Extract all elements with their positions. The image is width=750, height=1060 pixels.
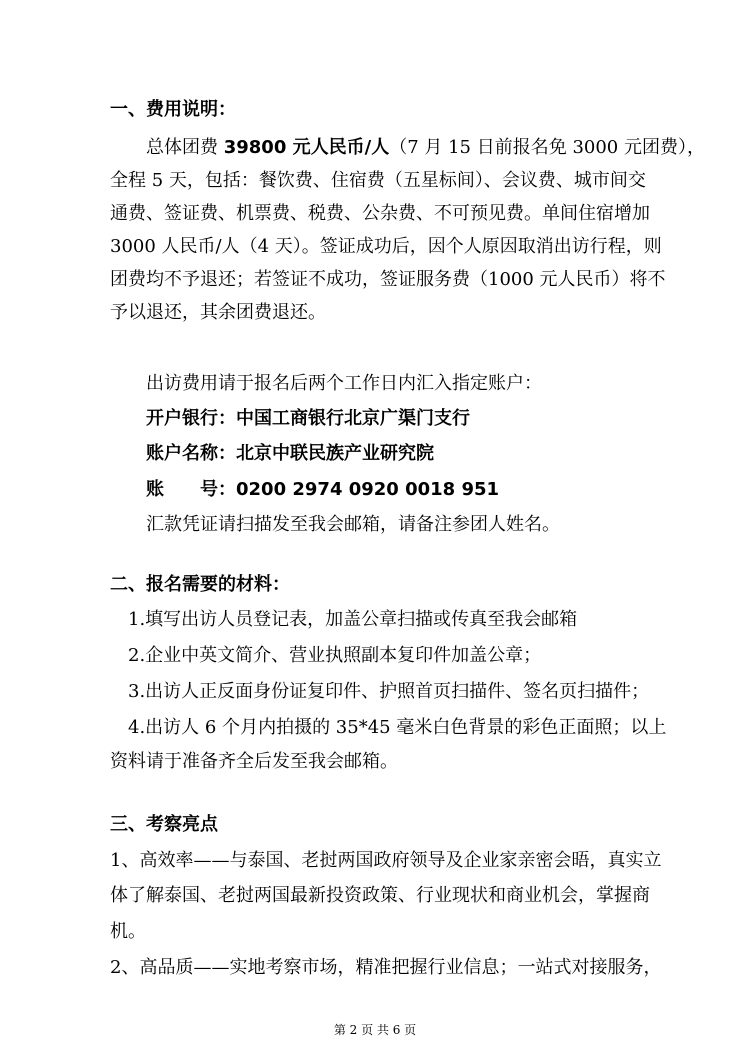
transfer-intro: 出访费用请于报名后两个工作日内汇入指定账户： bbox=[146, 373, 542, 394]
account-name-line bbox=[146, 442, 434, 466]
highlight-line-4: 2、高品质——实地考察市场，精准把握行业信息；一站式对接服务， bbox=[110, 957, 662, 978]
highlight-line-3: 机。 bbox=[110, 921, 146, 942]
fee-paragraph-line-6: 予以退还，其余团费退还。 bbox=[110, 302, 326, 323]
transfer-note: 汇款凭证请扫描发至我会邮箱，请备注参团人姓名。 bbox=[146, 514, 560, 535]
account-number-value: 0200 2974 0920 0018 951 bbox=[236, 479, 500, 500]
account-number-label: 账 号： bbox=[146, 479, 236, 500]
bank-label: 开户银行： bbox=[146, 408, 236, 429]
section-2-heading: 二、报名需要的材料： bbox=[110, 574, 290, 595]
fee-paragraph-line-1 bbox=[146, 136, 705, 160]
fee-paragraph-line-4: 3000 人民币/人（4 天）。签证成功后，因个人原因取消出访行程，则 bbox=[110, 236, 662, 257]
highlight-line-2: 体了解泰国、老挝两国最新投资政策、行业现状和商业机会，掌握商 bbox=[110, 885, 650, 906]
account-name-value: 北京中联民族产业研究院 bbox=[236, 443, 434, 464]
materials-item-1: 1.填写出访人员登记表，加盖公章扫描或传真至我会邮箱 bbox=[128, 609, 578, 630]
fee-paragraph-line-5: 团费均不予退还；若签证不成功，签证服务费（1000 元人民币）将不 bbox=[110, 269, 666, 290]
fee-amount: 39800 元人民币/人 bbox=[223, 137, 390, 158]
materials-item-4-cont: 资料请于准备齐全后发至我会邮箱。 bbox=[110, 751, 398, 772]
materials-item-2: 2.企业中英文简介、营业执照副本复印件加盖公章； bbox=[128, 645, 542, 666]
page-footer: 第 2 页 共 6 页 bbox=[333, 1023, 417, 1037]
fee-prefix: 总体团费 bbox=[146, 137, 224, 158]
bank-line bbox=[146, 407, 470, 431]
fee-suffix: （7 月 15 日前报名免 3000 元团费）， bbox=[389, 137, 705, 158]
materials-item-3: 3.出访人正反面身份证复印件、护照首页扫描件、签名页扫描件； bbox=[128, 681, 650, 702]
highlight-line-1: 1、高效率——与泰国、老挝两国政府领导及企业家亲密会晤，真实立 bbox=[110, 850, 662, 871]
account-number-line bbox=[146, 478, 499, 502]
account-name-label: 账户名称： bbox=[146, 443, 236, 464]
bank-value: 中国工商银行北京广渠门支行 bbox=[236, 408, 470, 429]
section-1-heading: 一、费用说明： bbox=[110, 99, 236, 120]
section-3-heading: 三、考察亮点 bbox=[110, 814, 218, 835]
fee-paragraph-line-2: 全程 5 天，包括：餐饮费、住宿费（五星标间）、会议费、城市间交 bbox=[110, 170, 646, 191]
materials-item-4: 4.出访人 6 个月内拍摄的 35*45 毫米白色背景的彩色正面照；以上 bbox=[128, 717, 667, 738]
fee-paragraph-line-3: 通费、签证费、机票费、税费、公杂费、不可预见费。单间住宿增加 bbox=[110, 203, 650, 224]
